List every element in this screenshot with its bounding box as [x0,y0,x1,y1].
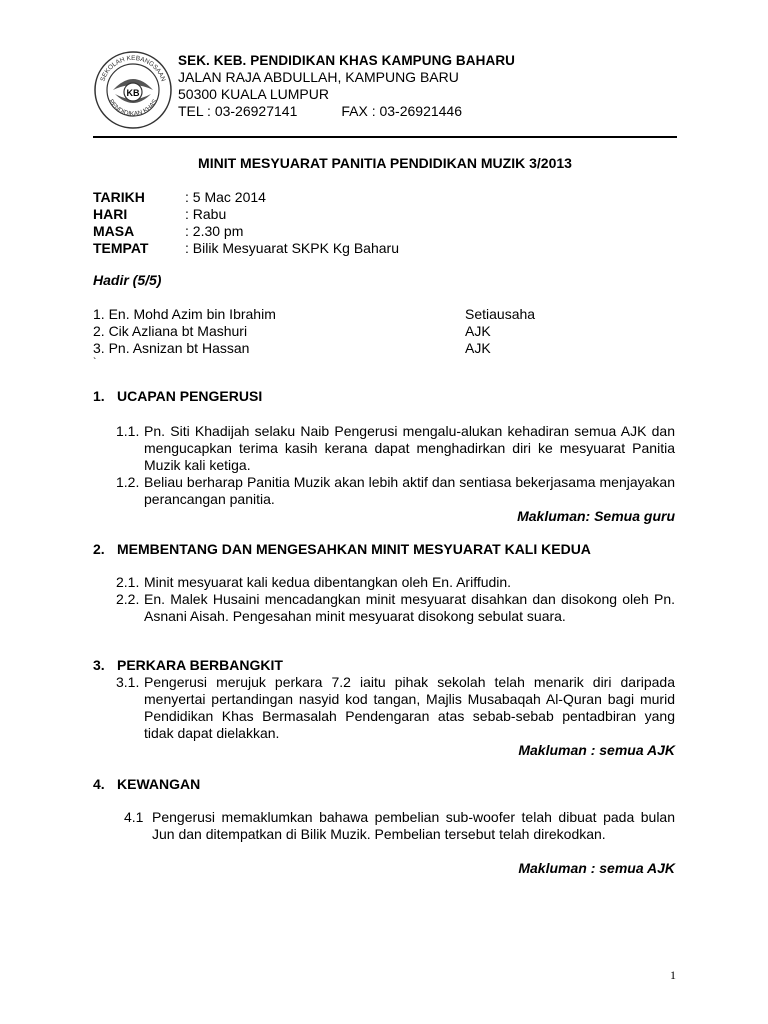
minute-item-2-2 [116,591,675,625]
section-number: 4. [93,776,105,792]
school-crest-logo [93,50,173,130]
meta-row-day [93,206,399,223]
item-text: Minit mesyuarat kali kedua dibentangkan oleh En. Ariffudin. [144,574,512,590]
section-title: UCAPAN PENGERUSI [117,388,263,404]
section-note-1: Makluman: Semua guru [517,508,675,524]
address-line-2: 50300 KUALA LUMPUR [178,86,329,102]
contact-line [178,103,515,120]
list-item [93,323,653,340]
attendance-heading: Hadir (5/5) [93,272,162,288]
meta-key: MASA [93,223,135,239]
attendee-name: 3. Pn. Asnizan bt Hassan [93,340,250,356]
section-title: KEWANGAN [117,776,201,792]
minute-item-2-1 [116,574,675,591]
attendee-name: 2. Cik Azliana bt Mashuri [93,323,248,339]
meta-value: : 2.30 pm [185,223,244,239]
minute-item-1-2 [116,474,675,508]
item-number: 4.1 [124,809,144,825]
item-number: 3.1. [116,674,140,690]
meta-value: : Bilik Mesyuarat SKPK Kg Baharu [185,240,399,256]
meeting-details [93,189,399,257]
meta-value: : 5 Mac 2014 [185,189,266,205]
item-text: Pengerusi memaklumkan bahawa pembelian sub-woofer telah dibuat pada bulan Jun dan ditempatkan di Bilik Muzik. Pembelian tersebut telah direkodkan. [152,809,675,842]
telephone: TEL : 03-26927141 [178,103,298,119]
item-number: 1.2. [116,474,140,490]
section-heading-4 [93,776,200,792]
page-number: 1 [670,968,676,982]
item-text: En. Malek Husaini mencadangkan minit mesyuarat disahkan dan disokong oleh Pn. Asnani Aisah. Pengesahan minit mesyuarat disokong sebulat suara. [144,591,675,624]
attendee-name: 1. En. Mohd Azim bin Ibrahim [93,306,276,322]
section-heading-1 [93,388,262,404]
meta-row-time [93,223,399,240]
section-number: 3. [93,657,105,673]
section-heading-3 [93,657,283,673]
section-note-4: Makluman : semua AJK [518,860,675,876]
item-number: 2.2. [116,591,140,607]
item-text: Beliau berharap Panitia Muzik akan lebih aktif dan sentiasa bekerjasama menjayakan perancangan panitia. [144,474,675,507]
item-number: 2.1. [116,574,140,590]
letterhead [178,52,515,120]
document-title: MINIT MESYUARAT PANITIA PENDIDIKAN MUZIK 3/2013 [198,155,572,171]
list-item [93,340,653,357]
meta-row-date [93,189,399,206]
meta-row-venue [93,240,399,257]
svg-text:PENDIDIKAN KHAS: PENDIDIKAN KHAS [107,98,159,118]
meta-key: HARI [93,206,128,222]
item-text: Pn. Siti Khadijah selaku Naib Pengerusi mengalu-alukan kehadiran semua AJK dan mengucapkan terima kasih kerana dapat menghadirkan diri ke mesyuarat Panitia Muzik kali ketiga. [144,423,675,473]
header-divider [93,136,677,138]
item-text: Pengerusi merujuk perkara 7.2 iaitu pihak sekolah telah menarik diri daripada menyertai pertandingan nasyid kod tangan, Majlis Musabaqah Al-Quran bagi murid Pendidikan Khas Bermasalah Pendengaran atas sebab-sebab pentadbiran yang tidak dapat dielakkan. [144,674,675,741]
minute-item-3-1 [116,674,675,742]
section-title: MEMBENTANG DAN MENGESAHKAN MINIT MESYUARAT KALI KEDUA [117,541,591,557]
address-line-1: JALAN RAJA ABDULLAH, KAMPUNG BARU [178,69,459,85]
minute-item-1-1 [116,423,675,474]
attendee-role: AJK [465,323,491,339]
section-heading-2 [93,541,591,557]
attendee-role: Setiausaha [465,306,536,322]
attendee-role: AJK [465,340,491,356]
meta-key: TARIKH [93,189,145,205]
svg-text:KB: KB [126,88,140,98]
school-name: SEK. KEB. PENDIDIKAN KHAS KAMPUNG BAHARU [178,53,516,68]
section-note-3: Makluman : semua AJK [518,742,675,758]
section-number: 1. [93,388,105,404]
list-item [93,306,653,323]
fax: FAX : 03-26921446 [341,103,463,119]
section-title: PERKARA BERBANGKIT [117,657,283,673]
item-number: 1.1. [116,423,140,439]
stray-mark: ` [93,357,97,368]
minute-item-4-1 [124,809,675,843]
meta-value: : Rabu [185,206,227,222]
attendee-list [93,306,653,357]
section-number: 2. [93,541,105,557]
meta-key: TEMPAT [93,240,149,256]
svg-text:SEKOLAH KEBANGSAAN: SEKOLAH KEBANGSAAN [99,54,167,83]
